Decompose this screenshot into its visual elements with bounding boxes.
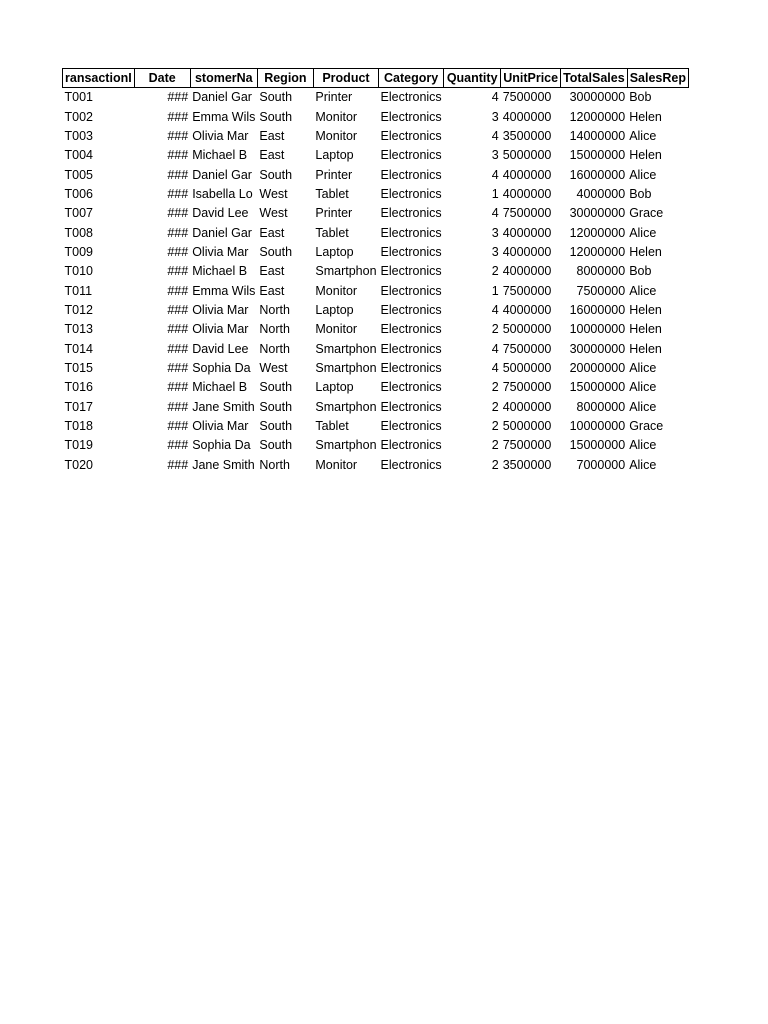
header-unit-price[interactable]: UnitPrice xyxy=(501,69,561,88)
table-row xyxy=(63,398,689,417)
cell-date[interactable]: ### xyxy=(167,225,189,240)
cell-category[interactable]: Electronics xyxy=(380,244,442,259)
cell-product[interactable]: Smartphon xyxy=(315,438,377,453)
cell-total-sales[interactable]: 10000000 xyxy=(569,322,626,337)
cell-sales-rep[interactable]: Grace xyxy=(629,419,664,434)
cell-unit-price[interactable]: 4000000 xyxy=(502,302,552,317)
cell-transaction-id[interactable]: T003 xyxy=(64,128,93,143)
cell-total-sales[interactable]: 16000000 xyxy=(569,167,626,182)
cell-total-sales[interactable]: 8000000 xyxy=(576,399,626,414)
cell-customer-name[interactable]: Olivia Mar xyxy=(192,128,249,143)
cell-total-sales[interactable]: 30000000 xyxy=(569,206,626,221)
table-row xyxy=(63,301,689,320)
cell-unit-price[interactable]: 4000000 xyxy=(502,244,552,259)
cell-region[interactable]: East xyxy=(259,264,285,279)
cell-product[interactable]: Monitor xyxy=(315,322,358,337)
cell-unit-price[interactable]: 5000000 xyxy=(502,148,552,163)
cell-date[interactable]: ### xyxy=(167,419,189,434)
cell-product[interactable]: Smartphon xyxy=(315,264,377,279)
cell-date[interactable]: ### xyxy=(167,206,189,221)
cell-quantity[interactable]: 2 xyxy=(491,380,499,395)
cell-category[interactable]: Electronics xyxy=(380,380,442,395)
cell-sales-rep[interactable]: Grace xyxy=(629,206,664,221)
cell-total-sales[interactable]: 7000000 xyxy=(576,457,626,472)
cell-region[interactable]: East xyxy=(259,128,285,143)
header-quantity[interactable]: Quantity xyxy=(444,69,501,88)
cell-quantity[interactable]: 2 xyxy=(491,322,499,337)
cell-sales-rep[interactable]: Helen xyxy=(629,244,662,259)
cell-quantity[interactable]: 3 xyxy=(491,109,499,124)
cell-transaction-id[interactable]: T016 xyxy=(64,380,93,395)
cell-transaction-id[interactable]: T010 xyxy=(64,264,93,279)
cell-category[interactable]: Electronics xyxy=(380,264,442,279)
cell-unit-price[interactable]: 7500000 xyxy=(502,283,552,298)
cell-transaction-id[interactable]: T002 xyxy=(64,109,93,124)
cell-region[interactable]: North xyxy=(259,457,290,472)
cell-sales-rep[interactable]: Alice xyxy=(629,380,657,395)
table-row xyxy=(63,88,689,108)
cell-unit-price[interactable]: 3500000 xyxy=(502,128,552,143)
cell-quantity[interactable]: 2 xyxy=(491,438,499,453)
cell-customer-name[interactable]: David Lee xyxy=(192,206,249,221)
cell-transaction-id[interactable]: T012 xyxy=(64,302,93,317)
cell-category[interactable]: Electronics xyxy=(380,457,442,472)
cell-sales-rep[interactable]: Bob xyxy=(629,90,652,105)
cell-category[interactable]: Electronics xyxy=(380,186,442,201)
cell-sales-rep[interactable]: Helen xyxy=(629,322,662,337)
cell-transaction-id[interactable]: T006 xyxy=(64,186,93,201)
cell-customer-name[interactable]: Sophia Da xyxy=(192,360,251,375)
cell-sales-rep[interactable]: Bob xyxy=(629,264,652,279)
table-row xyxy=(63,262,689,281)
cell-category[interactable]: Electronics xyxy=(380,322,442,337)
cell-date[interactable]: ### xyxy=(167,438,189,453)
cell-category[interactable]: Electronics xyxy=(380,283,442,298)
cell-sales-rep[interactable]: Bob xyxy=(629,186,652,201)
header-transaction-id[interactable]: ransactionI xyxy=(63,69,135,88)
cell-transaction-id[interactable]: T001 xyxy=(64,90,93,105)
cell-sales-rep[interactable]: Alice xyxy=(629,457,657,472)
table-row xyxy=(63,281,689,300)
table-body xyxy=(63,88,689,475)
cell-region[interactable]: North xyxy=(259,341,290,356)
cell-date[interactable]: ### xyxy=(167,148,189,163)
cell-date[interactable]: ### xyxy=(167,283,189,298)
table-row xyxy=(63,185,689,204)
cell-product[interactable]: Tablet xyxy=(315,186,349,201)
table-row xyxy=(63,339,689,358)
cell-product[interactable]: Printer xyxy=(315,206,353,221)
header-customer-name[interactable]: stomerNa xyxy=(190,69,257,88)
cell-region[interactable]: East xyxy=(259,283,285,298)
cell-date[interactable]: ### xyxy=(167,341,189,356)
cell-unit-price[interactable]: 4000000 xyxy=(502,167,552,182)
cell-unit-price[interactable]: 4000000 xyxy=(502,264,552,279)
cell-transaction-id[interactable]: T008 xyxy=(64,225,93,240)
cell-date[interactable]: ### xyxy=(167,109,189,124)
cell-product[interactable]: Monitor xyxy=(315,128,358,143)
cell-total-sales[interactable]: 8000000 xyxy=(576,264,626,279)
cell-product[interactable]: Laptop xyxy=(315,148,354,163)
table-row xyxy=(63,359,689,378)
cell-unit-price[interactable]: 7500000 xyxy=(502,380,552,395)
cell-customer-name[interactable]: Jane Smith xyxy=(192,457,255,472)
header-total-sales[interactable]: TotalSales xyxy=(561,69,628,88)
cell-total-sales[interactable]: 30000000 xyxy=(569,341,626,356)
cell-date[interactable]: ### xyxy=(167,360,189,375)
cell-category[interactable]: Electronics xyxy=(380,128,442,143)
cell-quantity[interactable]: 2 xyxy=(491,457,499,472)
table-row xyxy=(63,417,689,436)
cell-product[interactable]: Tablet xyxy=(315,225,349,240)
header-category[interactable]: Category xyxy=(379,69,444,88)
table-row xyxy=(63,127,689,146)
header-region[interactable]: Region xyxy=(257,69,313,88)
cell-category[interactable]: Electronics xyxy=(380,360,442,375)
cell-sales-rep[interactable]: Helen xyxy=(629,148,662,163)
cell-transaction-id[interactable]: T020 xyxy=(64,457,93,472)
cell-region[interactable]: South xyxy=(259,399,293,414)
cell-total-sales[interactable]: 16000000 xyxy=(569,302,626,317)
cell-date[interactable]: ### xyxy=(167,302,189,317)
cell-customer-name[interactable]: Sophia Da xyxy=(192,438,251,453)
header-product[interactable]: Product xyxy=(313,69,378,88)
cell-customer-name[interactable]: Michael B xyxy=(192,264,248,279)
cell-product[interactable]: Smartphon xyxy=(315,341,377,356)
cell-customer-name[interactable]: Daniel Gar xyxy=(192,90,252,105)
cell-quantity[interactable]: 3 xyxy=(491,244,499,259)
cell-unit-price[interactable]: 4000000 xyxy=(502,186,552,201)
cell-category[interactable]: Electronics xyxy=(380,148,442,163)
cell-date[interactable]: ### xyxy=(167,90,189,105)
cell-category[interactable]: Electronics xyxy=(380,399,442,414)
cell-product[interactable]: Printer xyxy=(315,167,353,182)
cell-quantity[interactable]: 4 xyxy=(491,302,499,317)
table-row xyxy=(63,204,689,223)
cell-customer-name[interactable]: Olivia Mar xyxy=(192,322,249,337)
cell-transaction-id[interactable]: T005 xyxy=(64,167,93,182)
cell-product[interactable]: Tablet xyxy=(315,419,349,434)
cell-customer-name[interactable]: Olivia Mar xyxy=(192,419,249,434)
cell-category[interactable]: Electronics xyxy=(380,419,442,434)
cell-customer-name[interactable]: Isabella Lo xyxy=(192,186,253,201)
table-row xyxy=(63,320,689,339)
cell-unit-price[interactable]: 7500000 xyxy=(502,341,552,356)
cell-quantity[interactable]: 2 xyxy=(491,419,499,434)
cell-customer-name[interactable]: Olivia Mar xyxy=(192,302,249,317)
cell-region[interactable]: North xyxy=(259,322,290,337)
header-row xyxy=(63,69,689,88)
cell-sales-rep[interactable]: Helen xyxy=(629,302,662,317)
cell-date[interactable]: ### xyxy=(167,322,189,337)
cell-transaction-id[interactable]: T018 xyxy=(64,419,93,434)
cell-sales-rep[interactable]: Alice xyxy=(629,438,657,453)
table-row xyxy=(63,243,689,262)
cell-date[interactable]: ### xyxy=(167,128,189,143)
cell-quantity[interactable]: 1 xyxy=(491,186,499,201)
cell-total-sales[interactable]: 30000000 xyxy=(569,90,626,105)
table-row xyxy=(63,146,689,165)
cell-sales-rep[interactable]: Helen xyxy=(629,341,662,356)
cell-total-sales[interactable]: 15000000 xyxy=(569,148,626,163)
cell-region[interactable]: West xyxy=(259,206,288,221)
cell-total-sales[interactable]: 4000000 xyxy=(576,186,626,201)
cell-total-sales[interactable]: 15000000 xyxy=(569,438,626,453)
cell-transaction-id[interactable]: T019 xyxy=(64,438,93,453)
cell-product[interactable]: Laptop xyxy=(315,302,354,317)
sales-table xyxy=(62,68,689,475)
cell-region[interactable]: South xyxy=(259,90,293,105)
cell-customer-name[interactable]: Michael B xyxy=(192,148,248,163)
cell-unit-price[interactable]: 7500000 xyxy=(502,206,552,221)
cell-product[interactable]: Laptop xyxy=(315,380,354,395)
cell-quantity[interactable]: 1 xyxy=(491,283,499,298)
cell-quantity[interactable]: 2 xyxy=(491,264,499,279)
cell-region[interactable]: South xyxy=(259,167,293,182)
cell-region[interactable]: South xyxy=(259,419,293,434)
cell-sales-rep[interactable]: Alice xyxy=(629,399,657,414)
cell-total-sales[interactable]: 15000000 xyxy=(569,380,626,395)
cell-region[interactable]: East xyxy=(259,225,285,240)
cell-category[interactable]: Electronics xyxy=(380,225,442,240)
cell-total-sales[interactable]: 12000000 xyxy=(569,109,626,124)
table-row xyxy=(63,165,689,184)
cell-date[interactable]: ### xyxy=(167,186,189,201)
table-row xyxy=(63,378,689,397)
cell-category[interactable]: Electronics xyxy=(380,109,442,124)
cell-unit-price[interactable]: 7500000 xyxy=(502,438,552,453)
cell-category[interactable]: Electronics xyxy=(380,302,442,317)
cell-region[interactable]: West xyxy=(259,186,288,201)
cell-region[interactable]: West xyxy=(259,360,288,375)
cell-unit-price[interactable]: 5000000 xyxy=(502,322,552,337)
cell-region[interactable]: East xyxy=(259,148,285,163)
cell-total-sales[interactable]: 7500000 xyxy=(576,283,626,298)
header-date[interactable]: Date xyxy=(134,69,190,88)
cell-customer-name[interactable]: Daniel Gar xyxy=(192,167,252,182)
cell-category[interactable]: Electronics xyxy=(380,438,442,453)
table-row xyxy=(63,107,689,126)
cell-transaction-id[interactable]: T015 xyxy=(64,360,93,375)
cell-quantity[interactable]: 2 xyxy=(491,399,499,414)
table-row xyxy=(63,436,689,455)
cell-product[interactable]: Laptop xyxy=(315,244,354,259)
cell-total-sales[interactable]: 10000000 xyxy=(569,419,626,434)
cell-transaction-id[interactable]: T004 xyxy=(64,148,93,163)
cell-quantity[interactable]: 4 xyxy=(491,206,499,221)
cell-category[interactable]: Electronics xyxy=(380,341,442,356)
cell-unit-price[interactable]: 4000000 xyxy=(502,399,552,414)
cell-quantity[interactable]: 4 xyxy=(491,341,499,356)
cell-transaction-id[interactable]: T013 xyxy=(64,322,93,337)
cell-quantity[interactable]: 3 xyxy=(491,148,499,163)
cell-product[interactable]: Smartphon xyxy=(315,399,377,414)
cell-sales-rep[interactable]: Alice xyxy=(629,167,657,182)
cell-quantity[interactable]: 3 xyxy=(491,225,499,240)
cell-customer-name[interactable]: Michael B xyxy=(192,380,248,395)
cell-sales-rep[interactable]: Alice xyxy=(629,360,657,375)
cell-region[interactable]: North xyxy=(259,302,290,317)
cell-product[interactable]: Monitor xyxy=(315,283,358,298)
cell-category[interactable]: Electronics xyxy=(380,167,442,182)
cell-product[interactable]: Smartphon xyxy=(315,360,377,375)
cell-date[interactable]: ### xyxy=(167,167,189,182)
cell-quantity[interactable]: 4 xyxy=(491,128,499,143)
cell-total-sales[interactable]: 20000000 xyxy=(569,360,626,375)
cell-region[interactable]: South xyxy=(259,438,293,453)
cell-customer-name[interactable]: Daniel Gar xyxy=(192,225,252,240)
cell-date[interactable]: ### xyxy=(167,264,189,279)
cell-unit-price[interactable]: 5000000 xyxy=(502,419,552,434)
cell-customer-name[interactable]: Emma Wils xyxy=(192,283,256,298)
cell-date[interactable]: ### xyxy=(167,244,189,259)
cell-transaction-id[interactable]: T009 xyxy=(64,244,93,259)
cell-sales-rep[interactable]: Alice xyxy=(629,283,657,298)
cell-unit-price[interactable]: 3500000 xyxy=(502,457,552,472)
cell-customer-name[interactable]: David Lee xyxy=(192,341,249,356)
cell-transaction-id[interactable]: T011 xyxy=(64,283,93,298)
cell-total-sales[interactable]: 12000000 xyxy=(569,244,626,259)
cell-sales-rep[interactable]: Alice xyxy=(629,128,657,143)
table-row xyxy=(63,456,689,475)
cell-region[interactable]: South xyxy=(259,109,293,124)
cell-sales-rep[interactable]: Alice xyxy=(629,225,657,240)
cell-date[interactable]: ### xyxy=(167,380,189,395)
cell-total-sales[interactable]: 12000000 xyxy=(569,225,626,240)
cell-date[interactable]: ### xyxy=(167,457,189,472)
cell-unit-price[interactable]: 7500000 xyxy=(502,90,552,105)
cell-product[interactable]: Printer xyxy=(315,90,353,105)
cell-quantity[interactable]: 4 xyxy=(491,360,499,375)
header-sales-rep[interactable]: SalesRep xyxy=(627,69,688,88)
table-row xyxy=(63,223,689,242)
cell-category[interactable]: Electronics xyxy=(380,206,442,221)
cell-unit-price[interactable]: 4000000 xyxy=(502,109,552,124)
cell-quantity[interactable]: 4 xyxy=(491,90,499,105)
cell-product[interactable]: Monitor xyxy=(315,457,358,472)
cell-transaction-id[interactable]: T017 xyxy=(64,399,93,414)
cell-date[interactable]: ### xyxy=(167,399,189,414)
cell-product[interactable]: Monitor xyxy=(315,109,358,124)
cell-transaction-id[interactable]: T007 xyxy=(64,206,93,221)
cell-customer-name[interactable]: Jane Smith xyxy=(192,399,255,414)
cell-customer-name[interactable]: Olivia Mar xyxy=(192,244,249,259)
cell-total-sales[interactable]: 14000000 xyxy=(569,128,626,143)
cell-category[interactable]: Electronics xyxy=(380,90,442,105)
cell-region[interactable]: South xyxy=(259,244,293,259)
cell-sales-rep[interactable]: Helen xyxy=(629,109,662,124)
cell-region[interactable]: South xyxy=(259,380,293,395)
cell-transaction-id[interactable]: T014 xyxy=(64,341,93,356)
cell-unit-price[interactable]: 4000000 xyxy=(502,225,552,240)
cell-unit-price[interactable]: 5000000 xyxy=(502,360,552,375)
cell-quantity[interactable]: 4 xyxy=(491,167,499,182)
cell-customer-name[interactable]: Emma Wils xyxy=(192,109,256,124)
